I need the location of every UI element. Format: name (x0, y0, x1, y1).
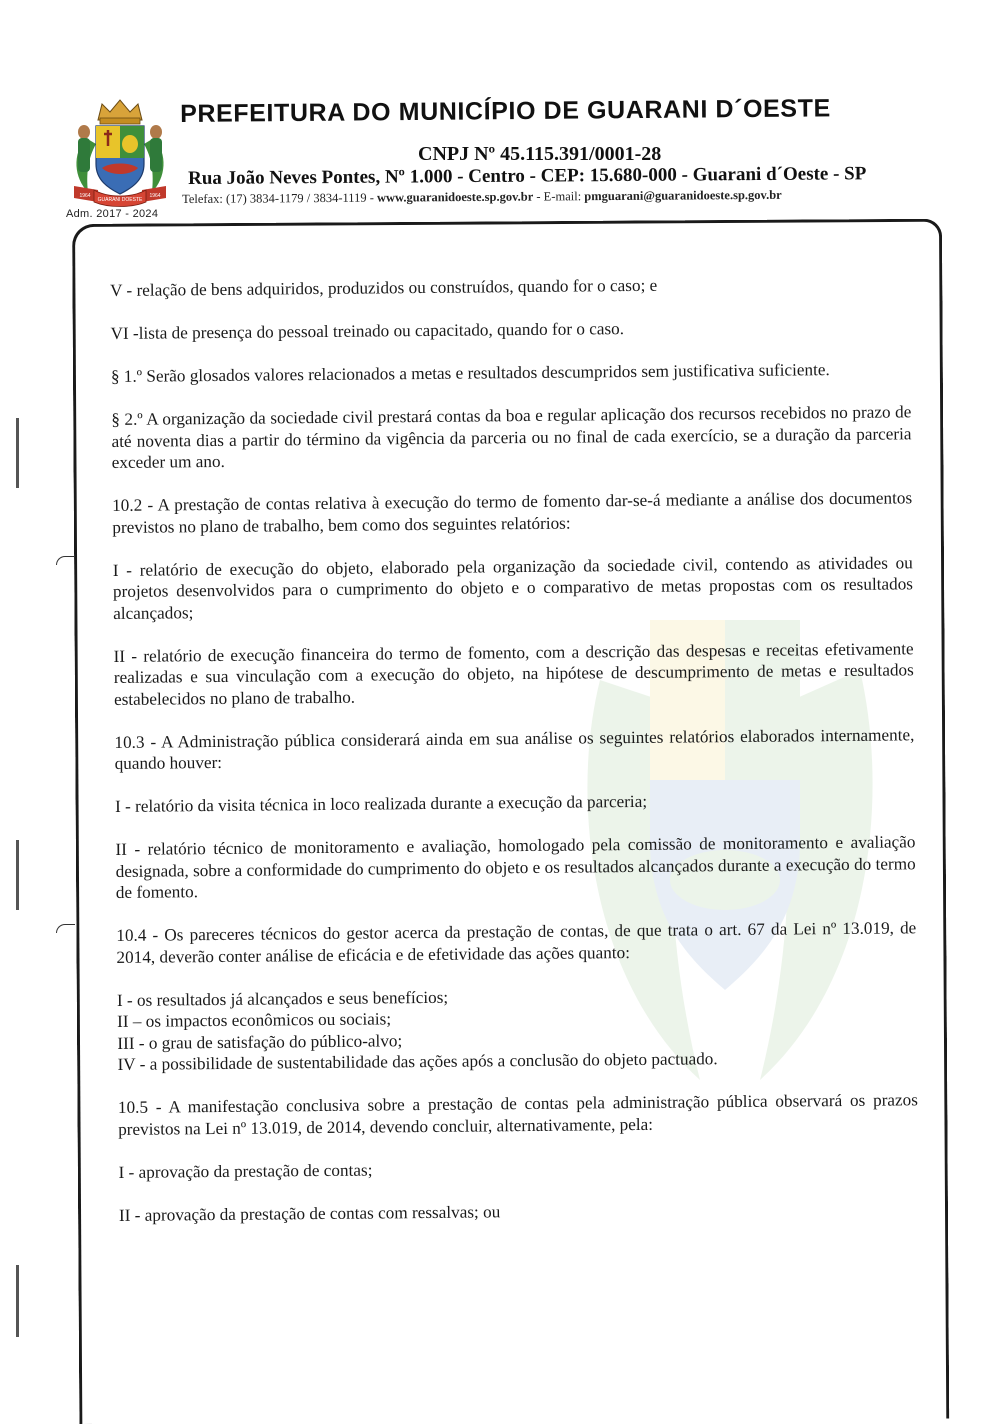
paragraph-item-v: V - relação de bens adquiridos, produzidos ou construídos, quando for o caso; e (110, 275, 658, 300)
paragraph-section-2: § 2.º A organização da sociedade civil prestará contas da boa e regular aplicação dos recursos recebidos no prazo de até noventa dias a partir do término da vigência da parceria ou no final de cada exercício, se a duração da parceria exceder um ano. (111, 402, 912, 472)
paragraph-10-3-item-i: I - relatório da visita técnica in loco realizada durante a execução da parceria; (114, 791, 648, 816)
paragraph-10-2: 10.2 - A prestação de contas relativa à execução do termo de fomento dar-se-á mediante a análise dos documentos previstos no plano de trabalho, bem como dos seguintes relatórios: (112, 488, 913, 537)
paragraph-10-4: 10.4 - Os pareceres técnicos do gestor acerca da prestação de contas, de que trata o art. 67 da Lei nº 13.019, de 2014, deverão conter análise de eficácia e de efetividade das ações quanto: (116, 918, 917, 967)
scan-artifact-mark (16, 418, 19, 488)
paragraph-item-vi: VI -lista de presença do pessoal treinado ou capacitado, quando for o caso. (110, 319, 625, 343)
scan-artifact-mark (16, 840, 19, 910)
cnpj-number: CNPJ Nº 45.115.391/0001-28 (418, 143, 662, 165)
list-item: IV - a possibilidade de sustentabilidade das ações após a conclusão do objeto pactuado. (117, 1049, 718, 1074)
contact-email-label: - E-mail: (533, 189, 585, 204)
contact-line (182, 188, 782, 207)
crest-ribbon-right-text: 1964 (149, 193, 161, 199)
paragraph-section-1: § 1.º Serão glosados valores relacionados a metas e resultados descumpridos sem justificativa suficiente. (110, 360, 830, 386)
paragraph-10-5-item-i: I - aprovação da prestação de contas; (118, 1160, 373, 1182)
scan-artifact-mark (16, 1265, 19, 1337)
municipality-title: PREFEITURA DO MUNICÍPIO DE GUARANI D´OESTE (180, 94, 831, 128)
website-link[interactable]: www.guaranidoeste.sp.gov.br (376, 189, 534, 205)
crest-ribbon-left-text: 1964 (79, 193, 91, 199)
fold-mark (56, 556, 75, 565)
paragraph-10-3: 10.3 - A Administração pública considerará ainda em sua análise os seguintes relatórios elaborados internamente, quando houver: (114, 724, 915, 773)
list-item: II – os impactos econômicos ou sociais; (117, 1009, 392, 1031)
municipality-address: Rua João Neves Pontes, Nº 1.000 - Centro - CEP: 15.680-000 - Guarani d´Oeste - SP (188, 163, 867, 189)
document-body (110, 272, 919, 1226)
paragraph-10-5: 10.5 - A manifestação conclusiva sobre a prestação de contas pela administração pública observará os prazos previstos na Lei nº 13.019, de 2014, devendo concluir, alternativamente, pela: (117, 1090, 918, 1139)
paragraph-10-5-item-ii: II - aprovação da prestação de contas com ressalvas; ou (118, 1201, 501, 1225)
paragraph-10-3-item-ii: II - relatório técnico de monitoramento e avaliação, homologado pela comissão de monitoramento e avaliação designada, sobre a conformidade do cumprimento do objeto e os resultados alcançados durante a execução do termo de fomento. (115, 832, 916, 902)
paragraph-10-2-item-i: I - relatório de execução do objeto, elaborado pela organização da sociedade civil, contendo as atividades ou projetos desenvolvidos para o cumprimento do objeto e o comparativo de metas propostas com os resultados alcançados; (112, 552, 914, 623)
administration-period: Adm. 2017 - 2024 (66, 208, 159, 220)
municipal-crest-logo (68, 98, 172, 210)
contact-phone-text: Telefax: (17) 3834-1179 / 3834-1119 - (182, 190, 378, 206)
email-link[interactable]: pmguarani@guaranidoeste.sp.gov.br (584, 187, 782, 204)
crest-ribbon-center-text: GUARANI DOESTE (97, 197, 143, 203)
fold-mark (56, 924, 75, 933)
list-item: I - os resultados já alcançados e seus benefícios; (116, 987, 449, 1010)
list-item: III - o grau de satisfação do público-alvo; (117, 1030, 403, 1053)
paragraph-10-2-item-ii: II - relatório de execução financeira do termo de fomento, com a descrição das despesas e receitas efetivamente realizadas e sua vinculação com a execução do objeto, na hipótese de descumprimento de metas e resultados estabelecidos no plano de trabalho. (113, 638, 914, 709)
